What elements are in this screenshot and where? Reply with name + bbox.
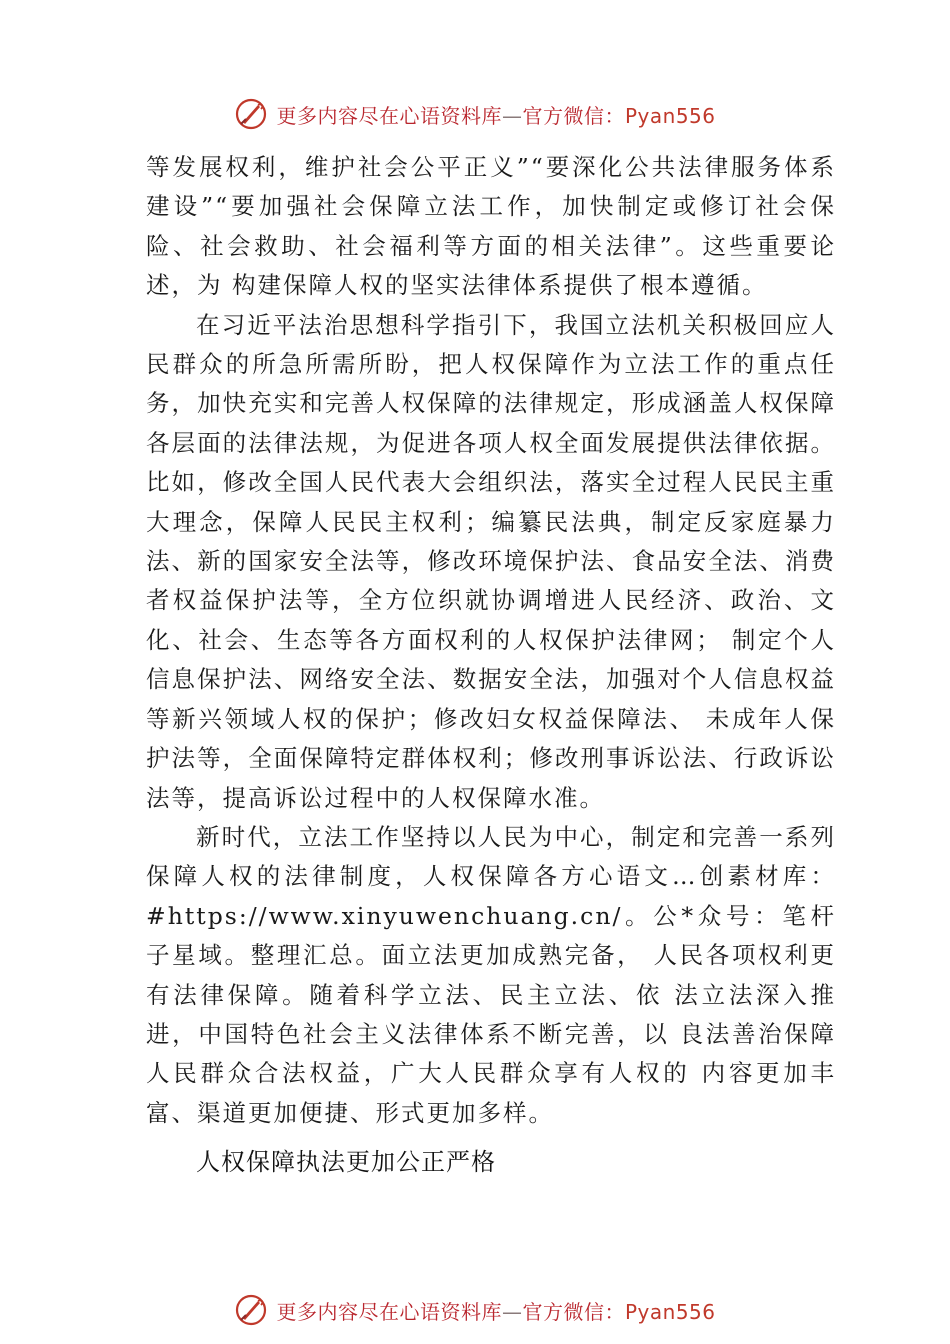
banner-official-label: 官方微信： — [522, 1299, 625, 1324]
banner-site-name: 更多内容尽在心语资料库 — [276, 103, 502, 128]
paragraph: 新时代，立法工作坚持以人民为中心，制定和完善一系列保障人权的法律制度，人权保障各方心语文…创素材库：#https://www.xinyuwenchuang.cn/。公*众号：笔杆子星域。整理汇总。面立法更加成熟完备， 人民各项权利更有法律保障。随着科学立法、民主立法、依 法立法深入推进，中国特色社会主义法律体系不断完善，以 良法善治保障人民群众合法权益，广大人民群众享有人权的 内容更加丰富、渠道更加便捷、形式更加多样。 — [146, 822, 836, 1127]
banner-text — [276, 100, 715, 129]
section-heading: 人权保障执法更加公正严格 — [196, 1148, 496, 1176]
banner-text — [276, 1296, 715, 1325]
header-banner — [0, 92, 950, 136]
banner-official-label: 官方微信： — [522, 103, 625, 128]
quill-pen-seal-icon — [234, 97, 268, 131]
quill-pen-seal-icon — [234, 1293, 268, 1327]
banner-dash: — — [501, 103, 523, 128]
document-body — [146, 148, 836, 1133]
banner-dash: — — [501, 1299, 523, 1324]
paragraph: 等发展权利，维护社会公平正义”“要深化公共法律服务体系 建设”“要加强社会保障立法工作，加快制定或修订社会保险、社会救助、社会福利等方面的相关法律”。这些重要论述，为 构建保障人权的坚实法律体系提供了根本遵循。 — [146, 153, 836, 300]
banner-handle: Pyan556 — [624, 1299, 716, 1324]
banner-site-name: 更多内容尽在心语资料库 — [276, 1299, 502, 1324]
paragraph: 在习近平法治思想科学指引下，我国立法机关积极回应人民群众的所急所需所盼，把人权保障作为立法工作的重点任务，加快充实和完善人权保障的法律规定，形成涵盖人权保障各层面的法律法规，为促进各项人权全面发展提供法律依据。比如，修改全国人民代表大会组织法，落实全过程人民民主重大理念，保障人民民主权利；编纂民法典，制定反家庭暴力法、新的国家安全法等，修改环境保护法、食品安全法、消费者权益保护法等，全方位织就协调增进人民经济、政治、文化、社会、生态等各方面权利的人权保护法律网； 制定个人信息保护法、网络安全法、数据安全法，加强对个人信息权益等新兴领域人权的保护；修改妇女权益保障法、 未成年人保护法等，全面保障特定群体权利；修改刑事诉讼法、行政诉讼法等，提高诉讼过程中的人权保障水准。 — [146, 310, 836, 812]
footer-banner — [0, 1288, 950, 1332]
banner-handle: Pyan556 — [624, 103, 716, 128]
